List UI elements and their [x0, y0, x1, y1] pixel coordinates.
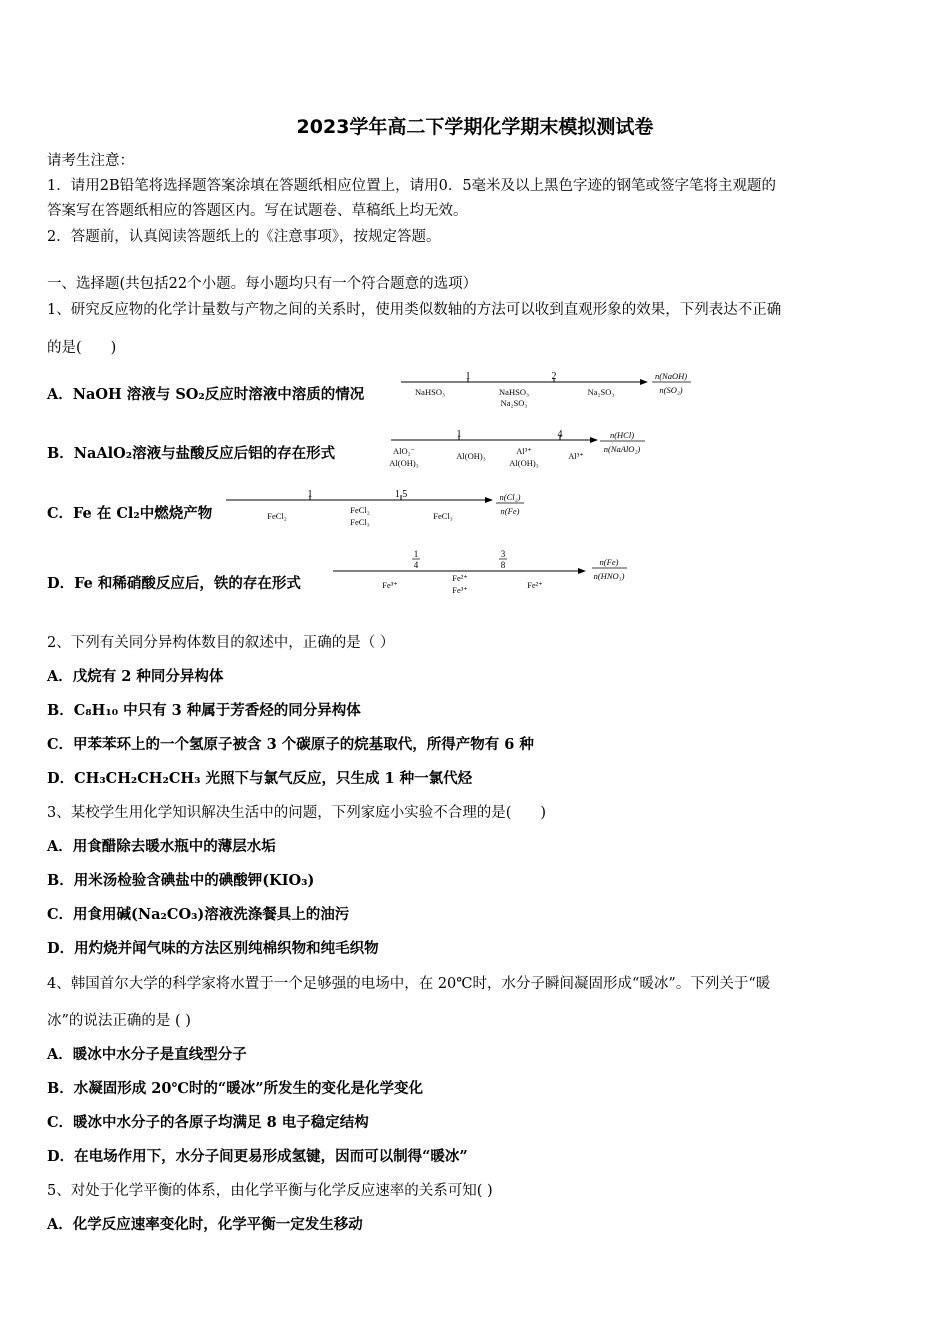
tick-denominator: 4 [413, 560, 419, 570]
region-label: Na₂SO₃ [500, 398, 528, 408]
q2-stem: 2、下列有关同分异构体数目的叙述中，正确的是（ ） [47, 635, 395, 651]
axis-denominator: n(Fe) [500, 506, 520, 516]
q4-option-b: B．水凝固形成 20℃时的“暖冰”所发生的变化是化学变化 [47, 1080, 424, 1097]
q4-option-a: A．暖冰中水分子是直线型分子 [47, 1046, 247, 1063]
q3-option-a: A．用食醋除去暖水瓶中的薄层水垢 [47, 838, 276, 855]
region-label: Al(OH)₃ [456, 451, 486, 461]
q1-option-a: A．NaOH 溶液与 SO₂反应时溶液中溶质的情况 [47, 386, 365, 403]
region-label: Na₂SO₃ [587, 387, 615, 397]
tick-numerator: 1 [413, 549, 419, 559]
q2-option-c: C．甲苯苯环上的一个氢原子被含 3 个碳原子的烷基取代，所得产物有 6 种 [47, 736, 534, 753]
notice-line-2: 2．答题前，认真阅读答题纸上的《注意事项》，按规定答题。 [47, 229, 441, 245]
axis-arrow [640, 379, 648, 385]
axis-numerator: n(NaOH) [654, 371, 688, 381]
region-label: Fe²⁺ [527, 580, 543, 590]
q4-option-c: C．暖冰中水分子的各原子均满足 8 电子稳定结构 [47, 1114, 369, 1131]
tick-label: 2 [551, 371, 557, 382]
q1-c-number-line [224, 486, 534, 534]
tick-label: 1 [456, 429, 462, 440]
region-label: Al³⁺ [516, 446, 532, 456]
notice-line-1b: 答案写在答题纸相应的答题区内。写在试题卷、草稿纸上均无效。 [47, 203, 468, 219]
q1-d-number-line [330, 544, 640, 602]
region-label: Fe³⁺ [382, 580, 398, 590]
axis-denominator: n(NaAlO₂) [603, 444, 641, 454]
region-label: NaHSO₃ [415, 387, 445, 397]
tick-label: 1 [307, 489, 313, 500]
q3-option-b: B．用米汤检验含碘盐中的碘酸钾(KIO₃) [47, 872, 315, 889]
tick-denominator: 8 [500, 560, 506, 570]
q1-stem-b: 的是( ) [47, 340, 117, 356]
notice-heading: 请考生注意： [47, 153, 134, 169]
axis-arrow [578, 568, 586, 574]
notice-line-1a: 1．请用2B铅笔将选择题答案涂填在答题纸相应位置上，请用0．5毫米及以上黑色字迹的钢笔或签字笔将主观题的 [47, 178, 777, 194]
axis-arrow [590, 437, 598, 443]
q4-stem-a: 4、韩国首尔大学的科学家将水置于一个足够强的电场中，在 20℃时，水分子瞬间凝固形成“暖冰”。下列关于“暖 [47, 976, 771, 992]
q4-option-d: D．在电场作用下，水分子间更易形成氢键，因而可以制得“暖冰” [47, 1148, 468, 1165]
region-label: Al(OH)₃ [389, 458, 419, 468]
q5-option-a: A．化学反应速率变化时，化学平衡一定发生移动 [47, 1216, 363, 1233]
q1-option-c: C．Fe 在 Cl₂中燃烧产物 [47, 505, 213, 522]
section-heading: 一、选择题(共包括22个小题。每小题均只有一个符合题意的选项） [47, 276, 478, 292]
region-label: AlO₂⁻ [392, 446, 416, 456]
tick-numerator: 3 [500, 549, 506, 559]
q1-stem-a: 1、研究反应物的化学计量数与产物之间的关系时，使用类似数轴的方法可以收到直观形象的效果，下列表达不正确 [47, 302, 782, 318]
q3-stem: 3、某校学生用化学知识解决生活中的问题，下列家庭小实验不合理的是( ) [47, 805, 547, 821]
axis-denominator: n(SO₂) [659, 385, 683, 395]
region-label: FeCl₃ [433, 511, 453, 521]
region-label: Al³⁺ [568, 451, 584, 461]
region-label: Fe²⁺ [452, 573, 468, 583]
q4-stem-b: 冰”的说法正确的是 ( ) [47, 1013, 191, 1029]
region-label: Fe³⁺ [452, 585, 468, 595]
axis-denominator: n(HNO₃) [593, 571, 625, 581]
axis-numerator: n(Fe) [599, 557, 619, 567]
q1-b-number-line [386, 426, 656, 474]
q1-option-d: D．Fe 和稀硝酸反应后，铁的存在形式 [47, 575, 301, 592]
q1-a-number-line [396, 368, 706, 416]
axis-numerator: n(Cl₂) [499, 492, 521, 502]
q2-option-b: B．C₈H₁₀ 中只有 3 种属于芳香烃的同分异构体 [47, 702, 361, 719]
tick-label: 4 [557, 429, 563, 440]
region-label: NaHSO₃ [499, 387, 529, 397]
q5-stem: 5、对处于化学平衡的体系，由化学平衡与化学反应速率的关系可知( ) [47, 1183, 493, 1199]
axis-numerator: n(HCl) [609, 430, 635, 440]
page-title: 2023学年高二下学期化学期末模拟测试卷 [296, 116, 654, 138]
region-label: FeCl₃ [350, 517, 370, 527]
region-label: FeCl₂ [267, 511, 287, 521]
region-label: Al(OH)₃ [509, 458, 539, 468]
tick-label: 1 [465, 371, 471, 382]
axis-arrow [485, 497, 493, 503]
q3-option-d: D．用灼烧并闻气味的方法区别纯棉织物和纯毛织物 [47, 940, 379, 957]
q1-option-b: B．NaAlO₂溶液与盐酸反应后铝的存在形式 [47, 445, 336, 462]
q3-option-c: C．用食用碱(Na₂CO₃)溶液洗涤餐具上的油污 [47, 906, 350, 923]
q2-option-a: A．戊烷有 2 种同分异构体 [47, 668, 224, 685]
q2-option-d: D．CH₃CH₂CH₂CH₃ 光照下与氯气反应，只生成 1 种一氯代烃 [47, 770, 473, 787]
region-label: FeCl₂ [350, 505, 370, 515]
tick-label: 1.5 [394, 489, 408, 500]
